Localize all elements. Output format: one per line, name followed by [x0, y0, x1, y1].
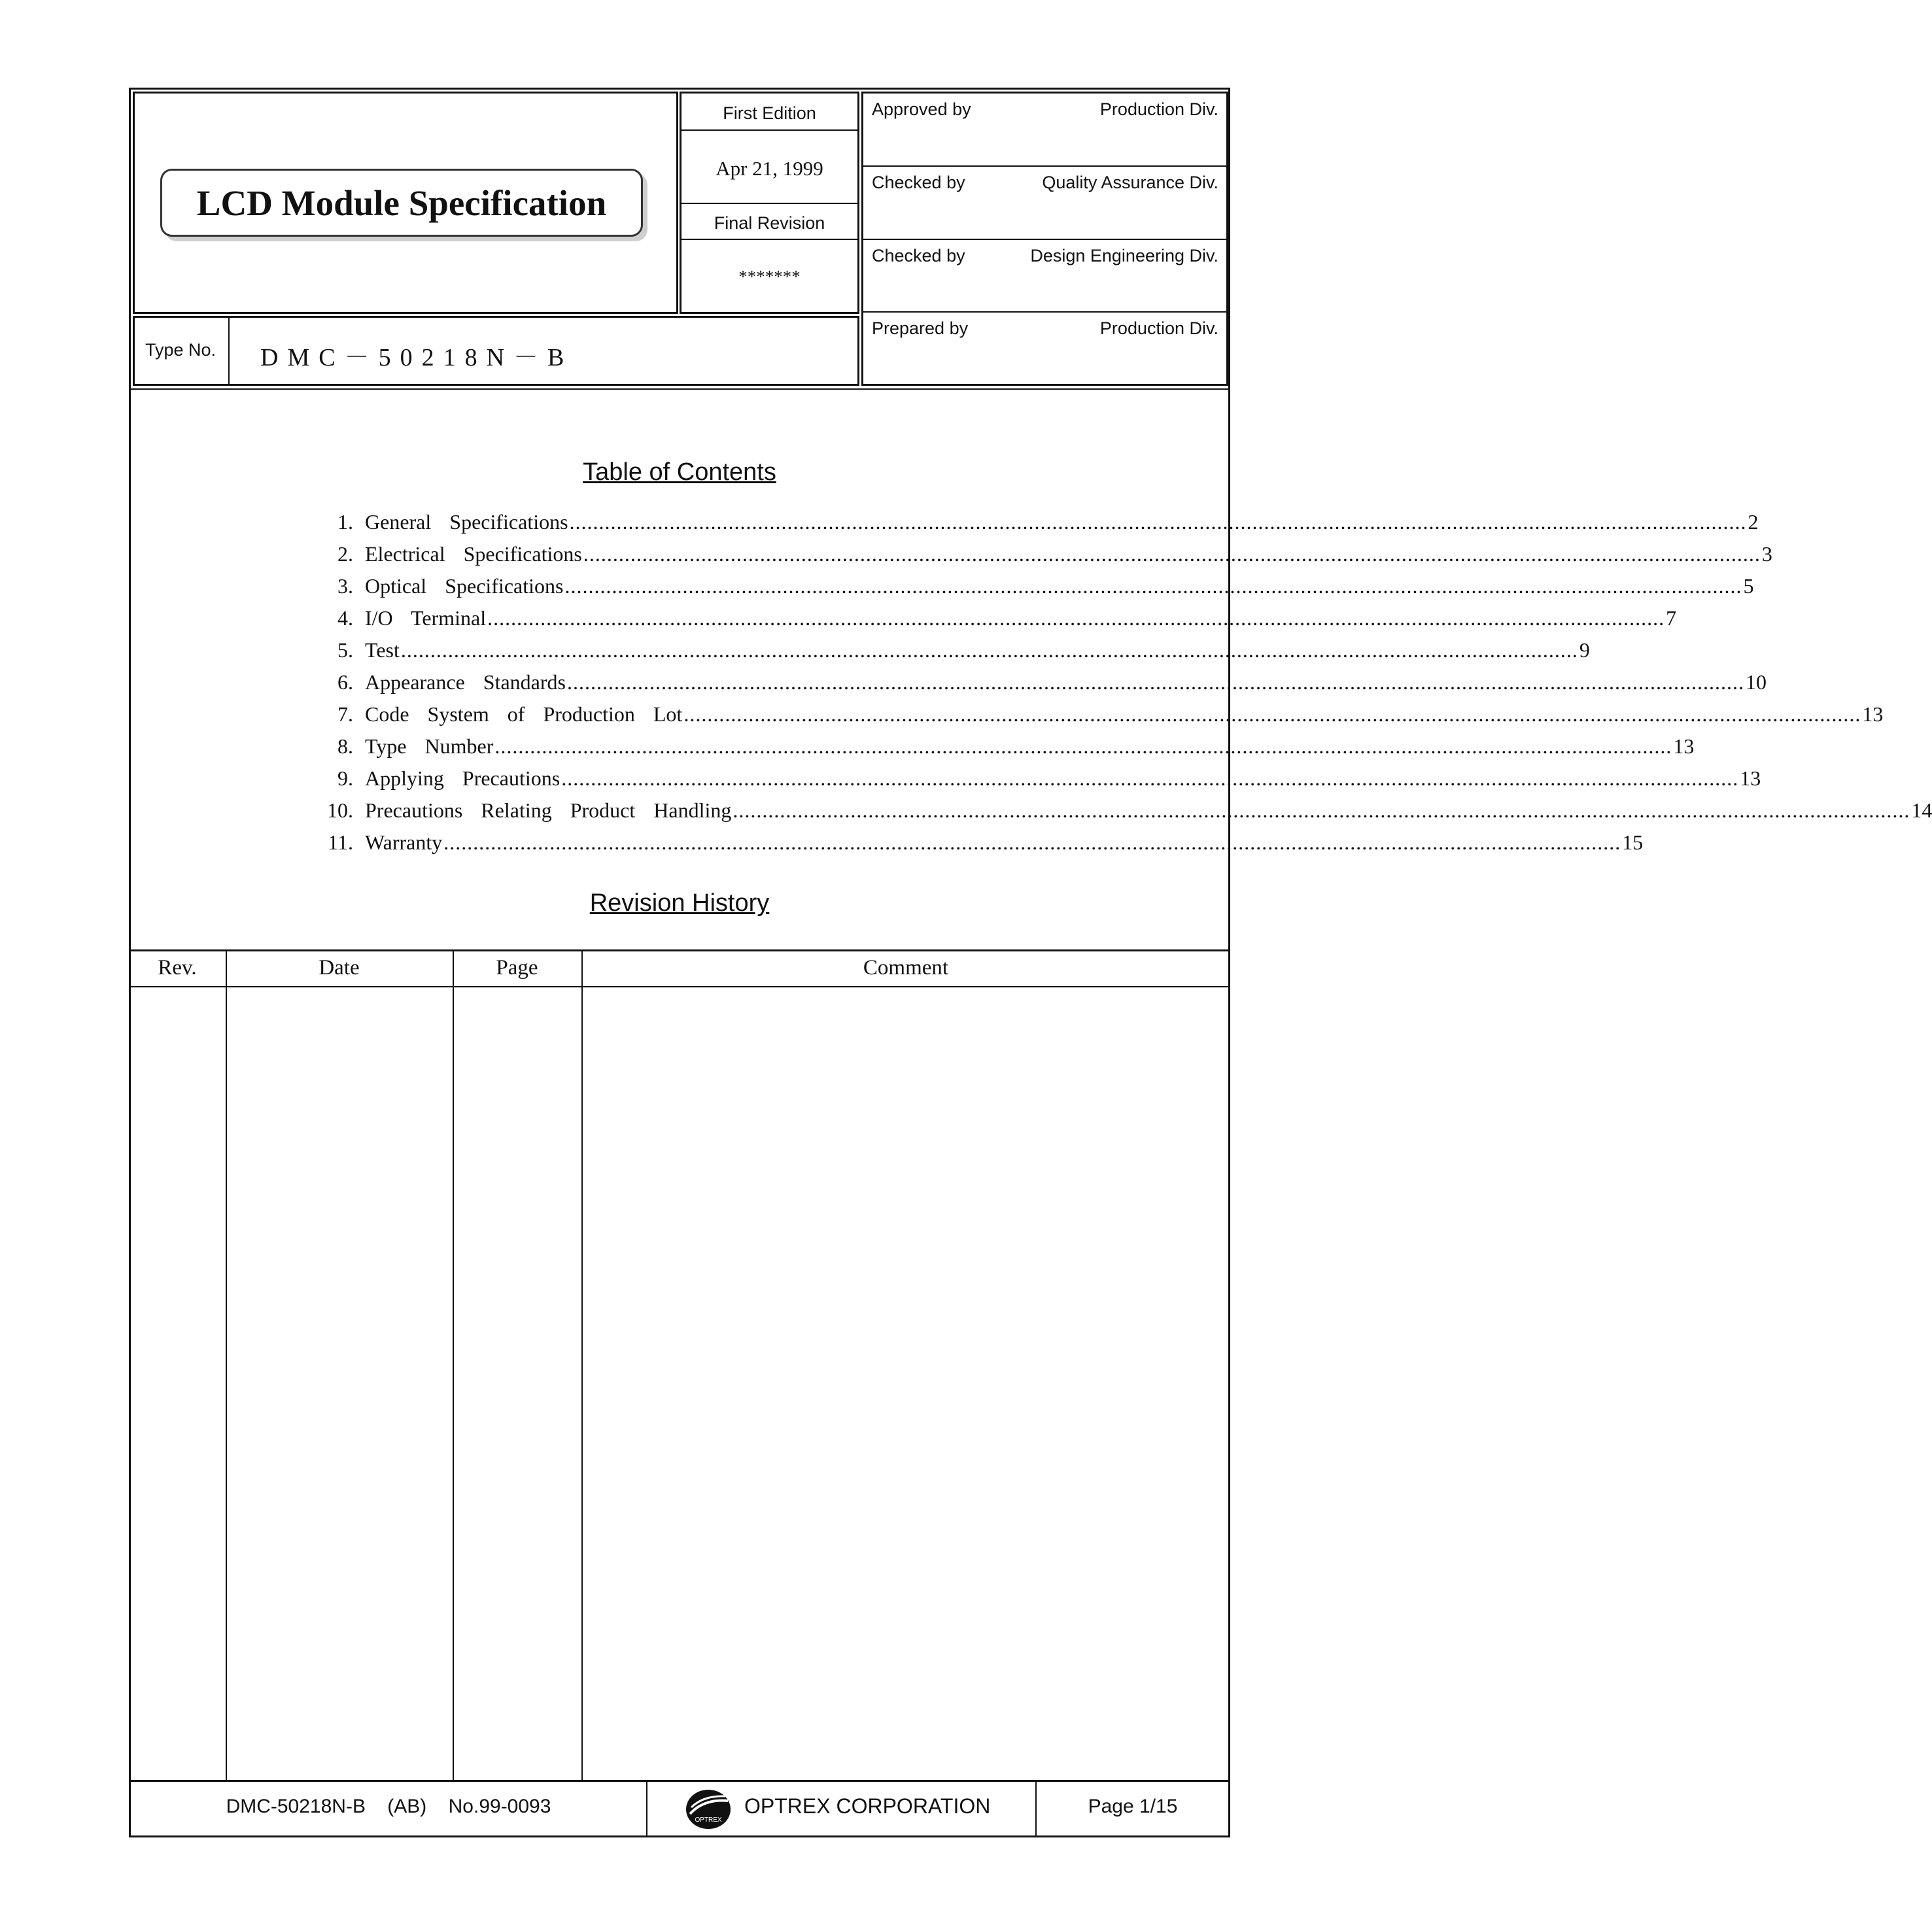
toc-item — [322, 606, 1677, 638]
column-header-rev: Rev. — [158, 956, 197, 980]
header-separator — [129, 388, 1230, 390]
first-edition-date: Apr 21, 1999 — [716, 157, 823, 180]
toc-item-leader: ........................................................................................................................................................................................................ — [443, 830, 1621, 854]
toc-item-page: 7 — [1666, 606, 1677, 630]
toc-item-page: 13 — [1673, 734, 1695, 758]
toc-item-title: I/O Terminal — [365, 606, 487, 630]
footer-top-line — [129, 1780, 1230, 1782]
approval-division: Design Engineering Div. — [1030, 246, 1218, 265]
approval-role: Checked by — [872, 173, 965, 192]
svg-text:OPTREX: OPTREX — [695, 1817, 722, 1824]
toc-item — [322, 830, 1644, 862]
toc-heading: Table of Contents — [583, 458, 776, 486]
column-divider — [226, 949, 227, 1780]
toc-item-leader: ........................................................................................................................................................................................................ — [561, 766, 1739, 790]
toc-item-title: Electrical Specifications — [365, 542, 582, 566]
final-revision-label: Final Revision — [714, 213, 825, 233]
toc-item-title: Precautions Relating Product Handling — [365, 798, 732, 822]
divider — [680, 129, 859, 131]
toc-item-page: 10 — [1745, 670, 1767, 694]
approval-division: Quality Assurance Div. — [1042, 173, 1218, 192]
footer-divider — [646, 1780, 647, 1837]
toc-item-title: Warranty — [365, 830, 443, 854]
divider — [680, 239, 859, 240]
divider — [861, 239, 1228, 240]
divider — [228, 316, 230, 386]
toc-item-page: 5 — [1743, 574, 1754, 598]
type-no-value: DMC－50218N－B — [260, 344, 574, 371]
toc-item — [322, 542, 1772, 573]
approval-division: Production Div. — [1099, 99, 1218, 119]
document-title: LCD Module Specification — [196, 182, 607, 223]
toc-item — [322, 734, 1695, 766]
approval-role: Checked by — [872, 246, 965, 265]
footer-company: OPTREX CORPORATION — [744, 1794, 991, 1818]
toc-item-number: 1. — [337, 510, 353, 534]
column-header-comment: Comment — [863, 956, 949, 980]
toc-item-page: 14 — [1911, 798, 1932, 822]
toc-item — [322, 510, 1759, 541]
approval-role: Approved by — [872, 99, 971, 119]
toc-item-number: 3. — [337, 574, 353, 598]
toc-item-leader: ........................................................................................................................................................................................................ — [566, 670, 1744, 694]
column-header-page: Page — [496, 956, 538, 980]
first-edition-label: First Edition — [723, 103, 816, 123]
toc-item-number: 10. — [327, 798, 353, 822]
approval-division: Production Div. — [1099, 318, 1218, 338]
toc-item — [322, 702, 1884, 734]
footer-doc-ref: DMC-50218N-B (AB) No.99-0093 — [226, 1796, 551, 1817]
type-no-label: Type No. — [145, 340, 216, 360]
toc-item-number: 6. — [337, 670, 353, 694]
toc-item-title: Optical Specifications — [365, 574, 564, 598]
toc-item-leader: ........................................................................................................................................................................................................ — [487, 606, 1665, 630]
toc-item-page: 9 — [1579, 638, 1590, 662]
revision-header-line — [129, 986, 1230, 987]
divider — [861, 165, 1228, 167]
final-revision-value: ******* — [738, 267, 801, 286]
toc-item — [322, 574, 1754, 606]
toc-item-title: Test — [365, 638, 400, 662]
footer-page: Page 1/15 — [1088, 1796, 1178, 1817]
toc-item — [322, 670, 1767, 702]
toc-item-title: Type Number — [365, 734, 494, 758]
toc-item-number: 9. — [337, 766, 353, 790]
divider — [861, 311, 1228, 313]
divider — [680, 203, 859, 204]
toc-item — [322, 766, 1761, 798]
toc-item-title: General Specifications — [365, 510, 568, 534]
toc-item-leader: ........................................................................................................................................................................................................ — [683, 702, 1861, 726]
toc-item-number: 7. — [337, 702, 353, 726]
toc-item — [322, 798, 1932, 830]
approval-role: Prepared by — [872, 318, 969, 338]
document-title-box — [160, 169, 643, 237]
toc-item-page: 13 — [1740, 766, 1761, 790]
column-divider — [581, 949, 583, 1780]
column-divider — [453, 949, 454, 1780]
toc-item-number: 8. — [337, 734, 353, 758]
toc-item — [322, 638, 1590, 670]
toc-item-page: 2 — [1748, 510, 1759, 534]
toc-item-page: 15 — [1622, 830, 1644, 854]
toc-item-leader: ........................................................................................................................................................................................................ — [733, 798, 1910, 822]
toc-item-leader: ........................................................................................................................................................................................................ — [583, 542, 1761, 566]
toc-item-leader: ........................................................................................................................................................................................................ — [569, 510, 1747, 534]
toc-item-title: Applying Precautions — [365, 766, 561, 790]
toc-item-number: 11. — [328, 830, 353, 854]
toc-item-page: 3 — [1761, 542, 1772, 566]
toc-item-number: 4. — [337, 606, 353, 630]
toc-item-number: 5. — [337, 638, 353, 662]
revision-table-top — [129, 949, 1230, 951]
toc-item-leader: ........................................................................................................................................................................................................ — [564, 574, 1742, 598]
toc-item-page: 13 — [1862, 702, 1884, 726]
toc-item-leader: ........................................................................................................................................................................................................ — [494, 734, 1672, 758]
toc-item-title: Code System of Production Lot — [365, 702, 683, 726]
toc-item-leader: ........................................................................................................................................................................................................ — [400, 638, 1578, 662]
toc-item-title: Appearance Standards — [365, 670, 566, 694]
toc-item-number: 2. — [337, 542, 353, 566]
column-header-date: Date — [319, 956, 360, 980]
revision-heading: Revision History — [589, 889, 770, 917]
optrex-logo-icon — [685, 1788, 732, 1831]
